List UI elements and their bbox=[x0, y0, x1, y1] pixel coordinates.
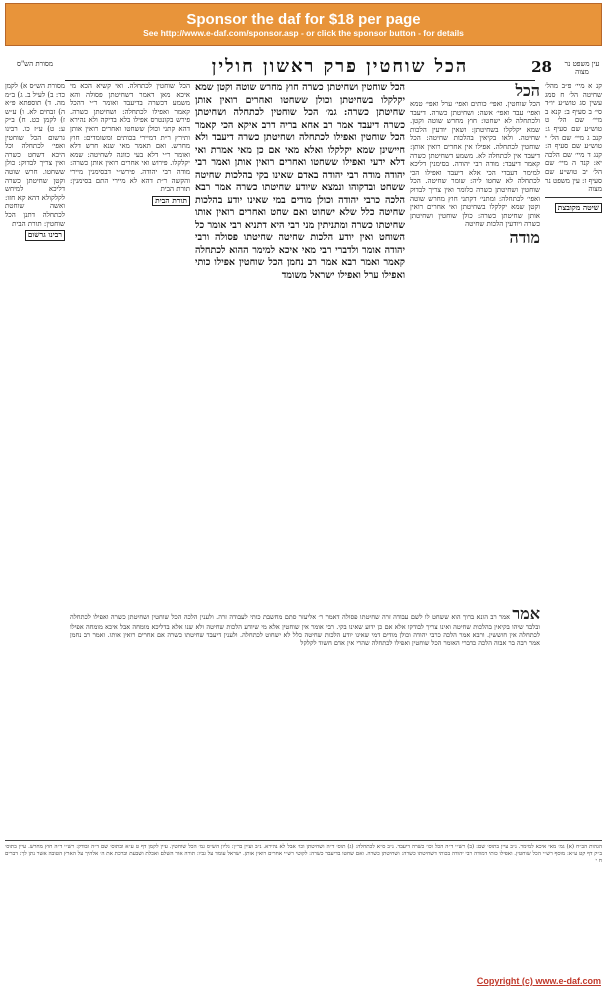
mid-label: מודה bbox=[509, 227, 540, 247]
torat-habayit-label: תורת הבית bbox=[152, 196, 190, 207]
talmud-main-column bbox=[195, 82, 405, 602]
lower-commentary-text: אמר רב הונא ברוך הוא ששחט לו לשם עבודה זרה שחיטתו פסולה דאמר ר׳ אליעזר סתם מחשבת כותי לעבודה זרה. ולענין הלכה הכל שוחטין ושחיטתן כשרה ואפילו לכתחלה ובלבד שיהו בקיאין בהלכות שחיטה ואינו צריך לבודקו אלא אם כן ידוע שאינו בקי. רבי אומר אין שוחטין אלא מי שיודע הלכות שחיטה ולא שנו אלא בדליכא מומחה אבל איכא מומחה אפילו לכתחלה אין חוששין. ורבא אמר הלכה כרבי יהודה וכולן מודים דמי שאינו יודע הלכות שחיטה כלל לא ישחוט לכתחלה. ולענין דיעבד שחיטתו כשרה אם אחרים רואין אותו. ואמר רב נחמן אמר רבה בר אבוה הלכה כדברי האומר הכל שוחטין ואפילו לכתחלה שהרי אין אדם חשוד לקלקל bbox=[70, 613, 540, 647]
sponsor-subtitle[interactable]: See http://www.e-daf.com/sponsor.asp - or click the sponsor button - for details bbox=[143, 27, 464, 38]
rashi-column bbox=[410, 82, 540, 602]
lower-commentary bbox=[70, 605, 540, 835]
footer bbox=[0, 975, 607, 990]
lower-opening-word: אמר bbox=[512, 605, 540, 623]
header-divider bbox=[65, 80, 535, 81]
masoret-text: מסורת הש״ס א) לקמן כד: ב) לעיל ב. ג) ב״מ מה. ד) תוספתא פ״א ה) זבחים לא. ו) ע״ש ז) לקמן כט. ח) ב״ק ע: ט) ע״ז כו. רבינו גרשום הכל שוחטין ואפי׳ לכתחלה וכל היכא דשחט כשרה ואין צריך לבדוק: כולן ששחטו. חרש שוטה וקטן שחיטתן כשרה דליכא למיחש לקלקולא דהא קא חזו: ואשה שוחטת לכתחלה דתנן הכל שוחטין: תורת הבית bbox=[5, 82, 65, 228]
ein-mishpat-text: קנ א מיי׳ פ״ב מהל׳ שחיטה הל׳ ח סמג עשין סג טוש״ע יו״ד סי׳ ב סעיף ב: קנא ב מיי׳ שם הל׳ ט טוש״ע שם סעיף ג: קנב ג מיי׳ שם הל׳ י טוש״ע שם סעיף ה: קנג ד מיי׳ שם הלכה יא: קנד ה מיי׳ שם הל׳ יב טוש״ע שם סעיף ז: עין משפט נר מצוה bbox=[545, 82, 602, 194]
talmud-page bbox=[5, 50, 602, 972]
ein-mishpat-column bbox=[545, 82, 602, 962]
masoret-hashas-column bbox=[5, 82, 65, 962]
talmud-text: הכל שוחטין ושחיטתן כשרה חוץ מחרש שוטה וקטן שמא יקלקלו בשחיטתן וכולן ששחטו ואחרים רואין אותן שחיטתן כשרה: גמ׳ הכל שוחטין לכתחלה ושחיטתן כשרה דיעבד אמר רב אחא בריה דרב איקא הכי קאמר הכל שוחטין ואפילו לכתחלה ושחיטתן כשרה דיעבד ולא חיישינן שמא יקלקלו ואלא מאי אם כן מאי אמרת ואי דלא ידעי ואפילו ששחטו ואחרים רואין אותן ואמר רבי יהודה מודה רבי יהודה באדם שאינו בקי בהלכות שחיטה ששחט ובדקוהו ונמצא שיודע שחיטתו כשרה אמר רבא הלכה כרבי יהודה וכולן מודים במי שאינו יודע בהלכות שחיטה כלל שלא ישחוט ואם שחט ואחרים רואין אותו שחיטתו כשרה ומתניתין מני רבי היא דתניא רבי אומר כל השוחט ואין יודע הלכות שחיטה שחיטתו פסולה ורבי יהודה אומר ולדברי רבי מאי איכא למימר ההוא לכתחלה קאמר ואמר רבא אמר רב נחמן הכל שוחטין אפילו כותי ואפילו ערל ואפילו ישראל משומד bbox=[195, 82, 405, 281]
page-number: 28 bbox=[531, 58, 552, 76]
divider bbox=[545, 197, 602, 198]
tosafot-text: הכל שוחטין לכתחלה. ואי קשיא הכא מי איכא מאן דאמר דשחיטתן פסולה והא משמע דכשרה בדיעבד ואומר ר״י דהכל קאמר ואפילו לכתחלה: ושחיטתן כשרה. פירש בקונטרס אפילו בלא בדיקה ולא נהירא דהא קתני וכולן ששחטו ואחרים רואין אותן ותירץ ר״ת דמיירי בכותים ומשומדים: חוץ מחרש. ואם תאמר מאי שנא חרש דלא ואומר ר״י דלא בעי כוונה לשחיטה: שמא יקלקלו. פירוש ואי אחרים רואין אותן כשרה: מודה רבי יהודה. פירש״י דבסימנין מיירי והקשה ר״ת דהא לא מיירי התם בסימנין: תורת הבית bbox=[70, 82, 190, 194]
tosafot-column bbox=[70, 82, 190, 602]
rashi-text: הכל שוחטין. ואפי׳ כותים ואפי׳ ערל ואפי׳ טמא ואפי׳ עבד ואפי׳ אשה: ושחיטתן כשרה. דיעבד ולכתחלה לא ישחטו: חוץ מחרש שוטה וקטן. שמא יקלקלו בשחיטתן: ושאין יודעין הלכות שחיטה. ולאו בקיאין בהלכות שחיטה: הכל שוחטין לכתחלה. אפילו אין אחרים רואין אותן: דיעבד אין לכתחלה לא. משמע דשחיטתן כשרה קאמר דיעבד: מודה רבי יהודה. בסימנין דליכא למימר דעבדי הכי אלא דיעבד ואפילו הכי לכתחלה לא שחטו ליה: שומר שחיטה. הכל שוחטין ושחיטתן כשרה כלומר ואין צריך לבדוק ואפי׳ לכתחלה: ומתני׳ דקתני חוץ מחרש שוטה וקטן שמא יקלקלו בשחיטתן ואי אחרים רואין אותן שחיטתן כשרה: כולן שוחטין ושחיטתן כשרה ויודעין הלכות שחיטה bbox=[410, 100, 540, 229]
bottom-notes bbox=[5, 840, 602, 950]
left-margin-label: מסורת הש"ס bbox=[16, 60, 54, 68]
rashi-opening-word: הכל bbox=[515, 82, 540, 100]
chapter-title: הכל שוחטין פרק ראשון חולין bbox=[211, 56, 469, 77]
shita-mekubetzet-label: שיטה מקובצת bbox=[555, 203, 602, 214]
sponsor-banner[interactable] bbox=[5, 3, 602, 46]
bottom-notes-text: הגהות הב״ח (א) גמ׳ מאי איכא למימר. נ״ב עיין בתוס׳ שם: (ב) רש״י ד״ה הכל וכו׳ כשרה דיעבד. נ״ב ס״א לכתחלה: (ג) תוס׳ ד״ה ושחיטתן וכו׳ אבל לא נהירא. נ״ב ועיין בר״ן: גליון הש״ס גמ׳ הכל שוחטין. עיין לקמן דף ט ע״א ובתוס׳ שם ד״ה ובודק: רש״י ד״ה חוץ מחרש. עיין בתוס׳ ב״ק דף קט ע״א: מוסף רש״י הכל שוחטין. ואפילו כותי דמודה רבי יהודה בכותי דשחיטתו כשרה: ושחיטתן כשרה. ואם שחטו בדיעבד כשרה: לקוטי רש״י אחרים רואין אותן. ישראל עומד על גביו: תורה אור השלם ואכלת ושבעת וברכת את ה׳ אלהיך על הארץ הטובה אשר נתן לך: דברים ח י bbox=[5, 844, 602, 864]
copyright-link[interactable]: Copyright (c) www.e-daf.com bbox=[476, 976, 601, 986]
sponsor-title[interactable]: Sponsor the daf for $18 per page bbox=[186, 10, 421, 28]
right-margin-label: עין משפט נר מצוה bbox=[564, 60, 600, 76]
page-header bbox=[5, 56, 602, 82]
rabbeinu-gershom-label: רבינו גרשום bbox=[25, 230, 65, 241]
